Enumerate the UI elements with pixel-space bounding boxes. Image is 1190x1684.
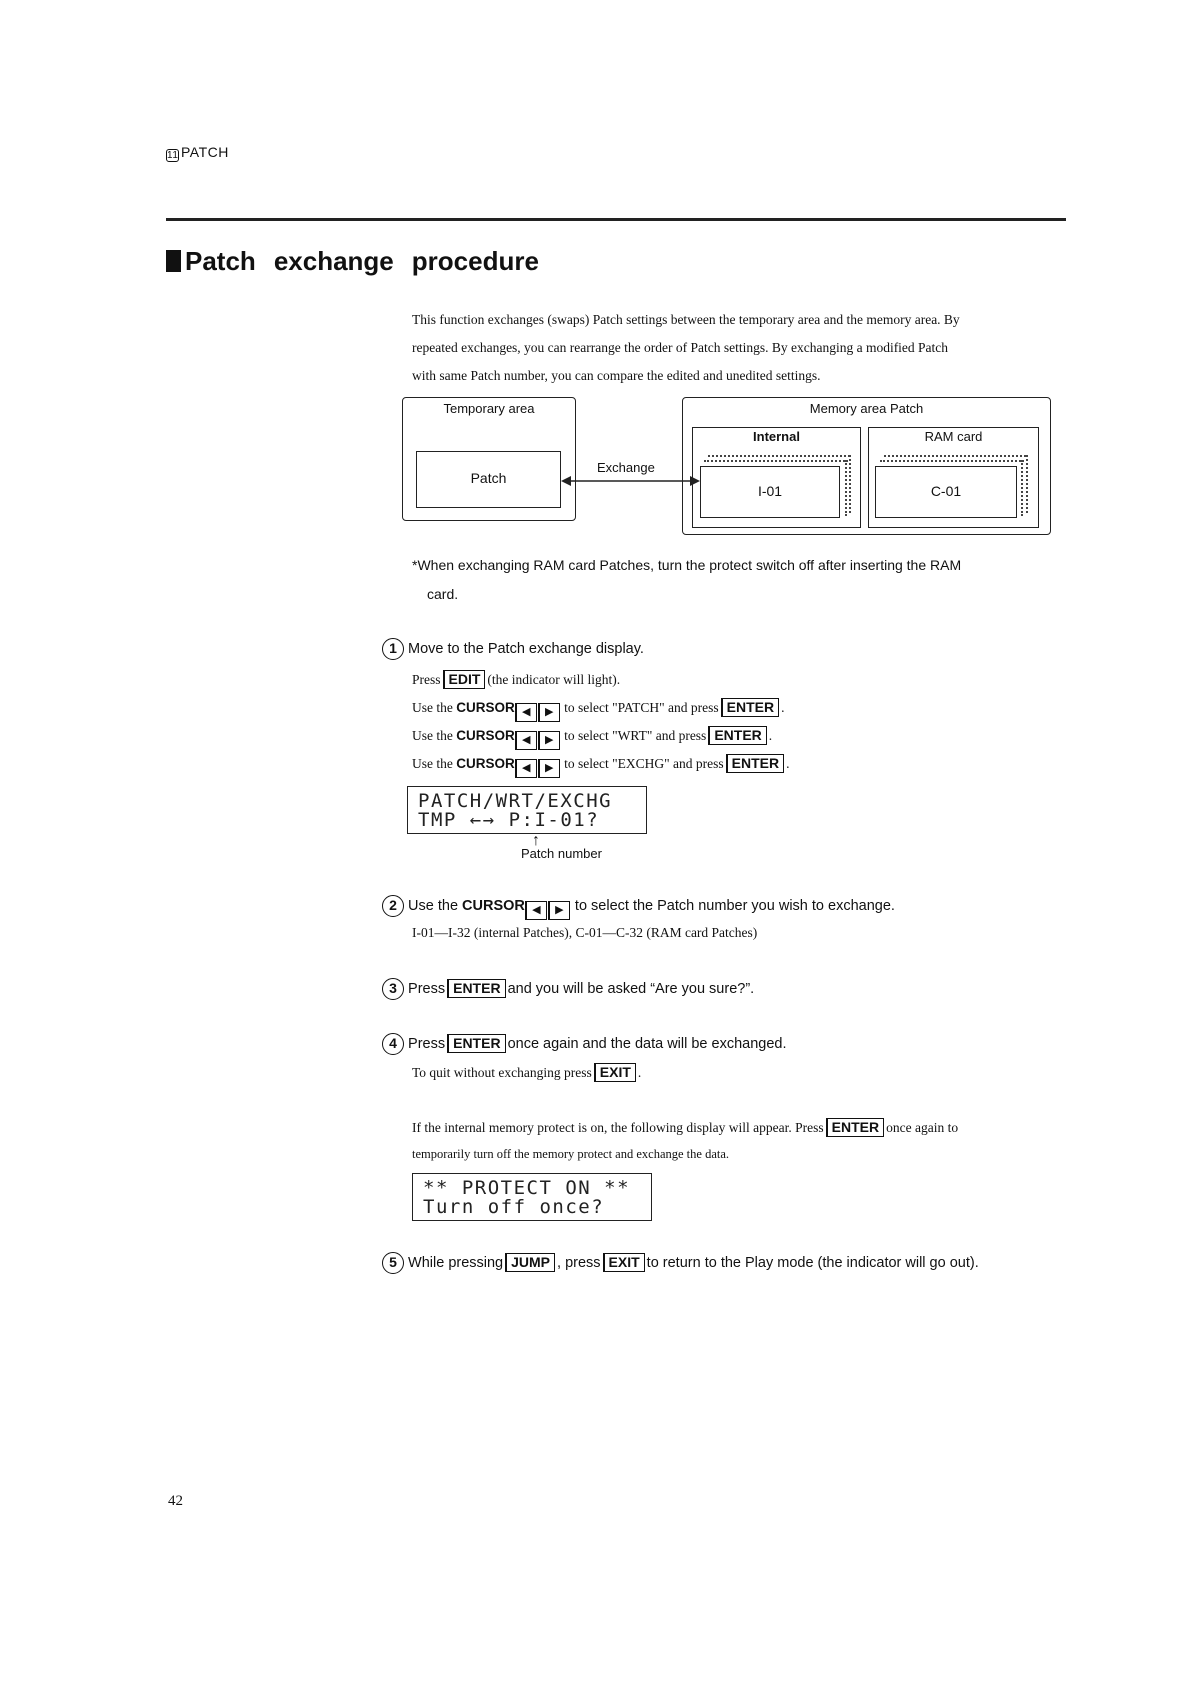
protect-text: once again to bbox=[886, 1120, 959, 1135]
ram-card-note bbox=[412, 551, 1072, 609]
header-rule bbox=[166, 218, 1066, 221]
step-2-number: 2 bbox=[382, 895, 404, 917]
enter-key: ENTER bbox=[826, 1118, 884, 1137]
note-line: card. bbox=[427, 586, 459, 602]
step-4-number: 4 bbox=[382, 1033, 404, 1055]
page-title bbox=[166, 246, 539, 277]
period: . bbox=[781, 700, 785, 715]
cursor-label: CURSOR bbox=[462, 898, 525, 914]
section-tag bbox=[166, 144, 229, 162]
use-the-text: Use the bbox=[412, 700, 453, 715]
quit-text: To quit without exchanging press bbox=[412, 1065, 592, 1080]
protect-lcd-display bbox=[412, 1173, 652, 1221]
page-number: 42 bbox=[168, 1493, 183, 1509]
enter-key: ENTER bbox=[447, 1034, 505, 1053]
section-name: PATCH bbox=[181, 144, 229, 160]
cursor-label: CURSOR bbox=[456, 728, 515, 743]
step-5-heading bbox=[382, 1252, 979, 1274]
ram-stack-dots bbox=[884, 455, 1026, 457]
temporary-patch-label: Patch bbox=[470, 470, 507, 486]
step-4-text: once again and the data will be exchanged. bbox=[507, 1036, 787, 1052]
step-1-title: Move to the Patch exchange display. bbox=[408, 641, 644, 657]
step-5-text: to return to the Play mode (the indicator will go out). bbox=[646, 1255, 979, 1271]
period: . bbox=[768, 728, 773, 743]
protect-line-1 bbox=[412, 1118, 958, 1137]
protect-line-2: temporarily turn off the memory protect and exchange the data. bbox=[412, 1147, 730, 1161]
enter-key: ENTER bbox=[726, 754, 784, 773]
step-1-number: 1 bbox=[382, 638, 404, 660]
right-arrow-icon: ▶ bbox=[538, 703, 560, 722]
enter-key: ENTER bbox=[447, 979, 505, 998]
step-5-number: 5 bbox=[382, 1252, 404, 1274]
right-arrow-icon: ▶ bbox=[538, 759, 560, 778]
lcd-line-2: TMP ←→ P:I-01? bbox=[418, 809, 600, 831]
internal-stack-dots bbox=[849, 455, 851, 513]
enter-key: ENTER bbox=[721, 698, 779, 717]
right-arrow-icon: ▶ bbox=[538, 731, 560, 750]
step-2-heading bbox=[382, 895, 895, 920]
exchange-label: Exchange bbox=[597, 460, 655, 475]
intro-paragraph bbox=[412, 306, 1062, 390]
use-the-text: Use the bbox=[412, 728, 453, 743]
select-patch-text: to select "PATCH" and press bbox=[564, 700, 719, 715]
internal-stack-dots bbox=[704, 460, 848, 462]
temporary-area-label: Temporary area bbox=[443, 401, 535, 416]
select-wrt-text: to select "WRT" and press bbox=[564, 728, 707, 743]
step-1-line-wrt bbox=[412, 726, 772, 750]
ram-stack-dots bbox=[880, 460, 1024, 462]
while-text: While pressing bbox=[408, 1255, 504, 1271]
title-word-2: exchange bbox=[273, 246, 394, 276]
step-4-quit bbox=[412, 1063, 641, 1082]
internal-stack-dots bbox=[708, 455, 850, 457]
lcd-line-1: ** PROTECT ON ** bbox=[423, 1177, 631, 1199]
internal-stack-dots bbox=[845, 460, 847, 516]
exchange-lcd-display bbox=[407, 786, 647, 834]
step-3-number: 3 bbox=[382, 978, 404, 1000]
memory-area-label: Memory area Patch bbox=[809, 401, 924, 416]
press-text: Press bbox=[408, 1036, 446, 1052]
press-text: Press bbox=[408, 981, 446, 997]
edit-note: (the indicator will light). bbox=[487, 672, 621, 687]
ram-stack-dots bbox=[1021, 460, 1023, 516]
left-arrow-icon: ◀ bbox=[515, 703, 537, 722]
period: . bbox=[786, 756, 790, 771]
internal-label: Internal bbox=[753, 429, 800, 444]
ram-card-label: RAM card bbox=[924, 429, 983, 444]
step-1-line-exchg bbox=[412, 754, 789, 778]
ram-patch-value: C-01 bbox=[930, 483, 962, 499]
patch-number-caption: Patch number bbox=[521, 846, 602, 861]
section-number-box: 11 bbox=[167, 150, 179, 161]
step-3-text: and you will be asked “Are you sure?”. bbox=[507, 981, 755, 997]
lcd-line-1: PATCH/WRT/EXCHG bbox=[418, 790, 613, 812]
edit-key: EDIT bbox=[443, 670, 486, 689]
enter-key: ENTER bbox=[708, 726, 766, 745]
step-2-range: I-01—I-32 (internal Patches), C-01—C-32 (RAM card Patches) bbox=[412, 925, 758, 940]
title-word-3: procedure bbox=[411, 246, 539, 276]
step-1-heading bbox=[382, 638, 644, 660]
use-the-text: Use the bbox=[408, 898, 459, 914]
exit-key: EXIT bbox=[603, 1253, 645, 1272]
press-text: , press bbox=[557, 1255, 601, 1271]
right-arrow-icon: ▶ bbox=[548, 901, 570, 920]
ram-stack-dots bbox=[1026, 455, 1028, 513]
internal-patch-value: I-01 bbox=[757, 483, 783, 499]
intro-line: This function exchanges (swaps) Patch settings between the temporary area and the memory area. By bbox=[412, 312, 960, 327]
exit-key: EXIT bbox=[594, 1063, 636, 1082]
step-1-line-patch bbox=[412, 698, 784, 722]
select-exchg-text: to select "EXCHG" and press bbox=[564, 756, 724, 771]
jump-key: JUMP bbox=[505, 1253, 555, 1272]
step-2-text: to select the Patch number you wish to exchange. bbox=[574, 898, 895, 914]
intro-line: repeated exchanges, you can rearrange the order of Patch settings. By exchanging a modified Patch bbox=[412, 340, 949, 355]
title-bullet-icon bbox=[166, 250, 181, 272]
title-word-1: Patch bbox=[185, 246, 256, 276]
up-arrow-icon: ↑ bbox=[532, 832, 540, 849]
left-arrow-icon: ◀ bbox=[515, 731, 537, 750]
step-4-heading bbox=[382, 1033, 787, 1055]
cursor-label: CURSOR bbox=[456, 756, 515, 771]
press-text: Press bbox=[412, 672, 441, 687]
lcd-line-2: Turn off once? bbox=[423, 1196, 605, 1218]
step-1-line-edit bbox=[412, 670, 620, 689]
intro-line: with same Patch number, you can compare the edited and unedited settings. bbox=[412, 368, 821, 383]
protect-text: If the internal memory protect is on, the following display will appear. Press bbox=[412, 1120, 824, 1135]
left-arrow-icon: ◀ bbox=[525, 901, 547, 920]
step-3-heading bbox=[382, 978, 754, 1000]
period: . bbox=[637, 1065, 642, 1080]
use-the-text: Use the bbox=[412, 756, 453, 771]
left-arrow-icon: ◀ bbox=[515, 759, 537, 778]
cursor-label: CURSOR bbox=[456, 700, 515, 715]
note-line: *When exchanging RAM card Patches, turn the protect switch off after inserting the RAM bbox=[412, 557, 962, 573]
